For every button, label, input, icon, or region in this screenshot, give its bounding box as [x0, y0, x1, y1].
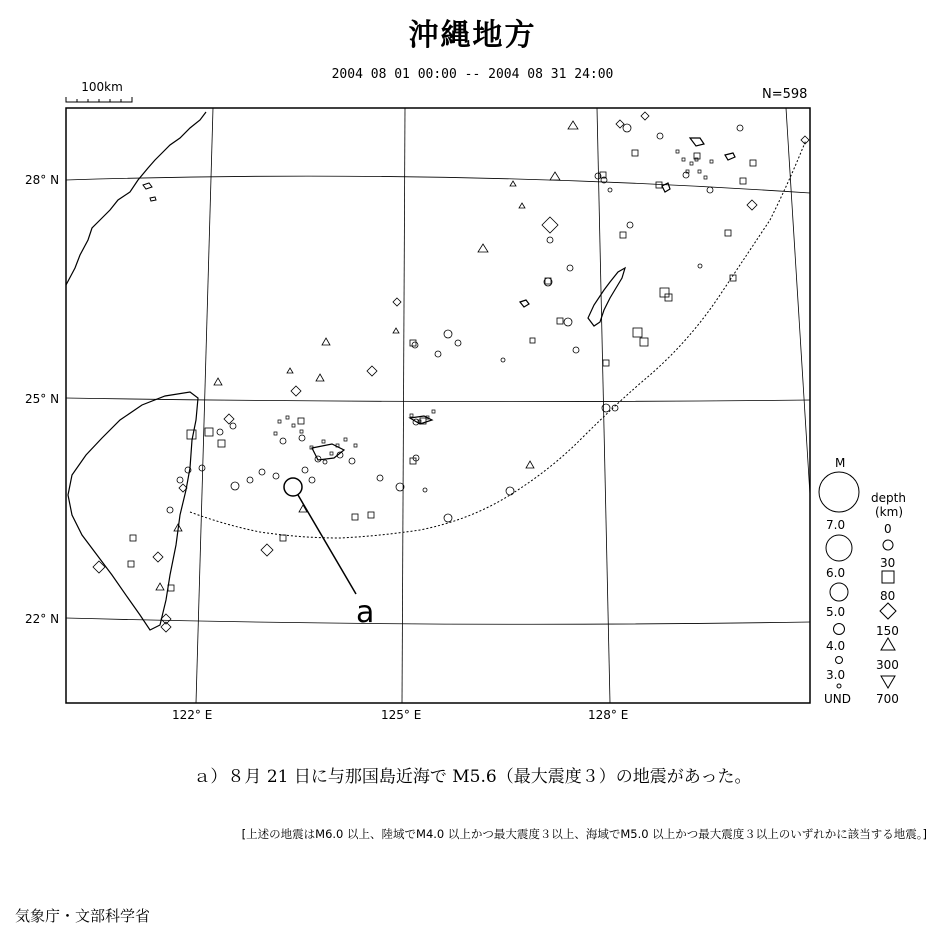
ryukyu-trench [190, 140, 806, 538]
criteria-note: [上述の地震はM6.0 以上、陸域でM4.0 以上かつ最大震度３以上、海域でM5.0 以上かつ最大震度３以上のいずれかに該当する地震。] [241, 827, 927, 841]
event-count: N=598 [762, 87, 808, 102]
quake-marker [352, 514, 358, 520]
quake-marker [423, 488, 427, 492]
quake-marker [323, 460, 327, 464]
cluster-tokara [676, 150, 713, 179]
quake-marker [641, 112, 649, 120]
magnitude-label: 5.0 [826, 605, 846, 619]
quake-marker [273, 473, 279, 479]
quake-marker [740, 178, 746, 184]
depth-label: 80 [880, 589, 896, 603]
quake-marker [291, 386, 301, 396]
depth-label: 30 [880, 556, 896, 570]
quake-marker [656, 182, 662, 188]
depth-symbol-diamond [880, 603, 896, 619]
quake-marker [623, 124, 631, 132]
lat-label-28n: 28° N [25, 173, 60, 187]
quake-marker [393, 328, 399, 333]
quake-marker [412, 342, 418, 348]
quake-marker [640, 338, 648, 346]
quake-marker [632, 150, 638, 156]
parallel-25n [66, 398, 810, 402]
taiwan-coastline [68, 392, 198, 630]
magnitude-symbol-5 [830, 583, 848, 601]
quake-marker [280, 535, 286, 541]
magnitude-symbol-4 [834, 624, 845, 635]
quake-marker [224, 414, 234, 424]
quake-marker [367, 366, 377, 376]
quake-marker [750, 160, 756, 166]
quake-marker [167, 507, 173, 513]
magnitude-label: 6.0 [826, 566, 846, 580]
quake-marker [530, 338, 535, 343]
annotation-label: a [356, 595, 375, 630]
page-title: 沖縄地方 [408, 18, 537, 53]
quake-marker [603, 360, 609, 366]
quake-clusters [274, 150, 713, 455]
time-period: 2004 08 01 00:00 -- 2004 08 31 24:00 [331, 67, 614, 82]
quake-marker [547, 237, 553, 243]
kerama-island [520, 300, 529, 307]
quake-marker [309, 477, 315, 483]
quake-marker [444, 330, 452, 338]
quake-marker [698, 264, 702, 268]
lon-label-125e: 125° E [381, 708, 422, 722]
lon-label-122e: 122° E [172, 708, 213, 722]
quake-marker [259, 469, 265, 475]
depth-legend-unit: (km) [875, 505, 904, 519]
magnitude-label: 3.0 [826, 668, 846, 682]
kikai-island [725, 153, 735, 160]
scale-bar-label: 100km [81, 80, 123, 94]
quake-marker [298, 418, 304, 424]
ryukyu-islands [312, 138, 735, 460]
magnitude-label: 4.0 [826, 639, 846, 653]
meridian-128e [597, 108, 610, 703]
quake-marker [725, 230, 731, 236]
quake-marker [280, 438, 286, 444]
quake-marker [153, 552, 163, 562]
magnitude-label: 7.0 [826, 518, 846, 532]
source-credit: 気象庁・文部科学省 [15, 907, 151, 925]
quake-marker [573, 347, 579, 353]
quake-marker [368, 512, 374, 518]
meridian-131e [786, 108, 810, 495]
meridian-125e [402, 108, 405, 703]
quake-marker [130, 535, 136, 541]
parallel-22n [66, 618, 810, 624]
quake-marker [302, 467, 308, 473]
coastal-islands [143, 183, 156, 201]
quake-marker [287, 368, 293, 373]
lat-label-22n: 22° N [25, 612, 60, 626]
quake-marker [707, 187, 713, 193]
quake-marker [519, 203, 525, 208]
depth-symbol-triangle [881, 638, 895, 650]
quake-marker [218, 440, 225, 447]
quake-marker [393, 298, 401, 306]
quake-marker [510, 181, 516, 186]
quake-marker [205, 428, 213, 436]
quake-marker [444, 514, 452, 522]
depth-symbol-circle [883, 540, 893, 550]
quake-marker [620, 232, 626, 238]
quake-marker [316, 374, 324, 381]
quake-marker [299, 435, 305, 441]
lon-label-128e: 128° E [588, 708, 629, 722]
magnitude-legend-title: M [835, 456, 846, 470]
quake-marker [608, 188, 612, 192]
magnitude-symbol-6 [826, 535, 852, 561]
quake-marker [526, 461, 534, 468]
quake-marker [665, 294, 672, 301]
quake-marker [455, 340, 461, 346]
depth-label: 700 [876, 692, 899, 706]
quake-marker [737, 125, 743, 131]
quake-marker [168, 585, 174, 591]
quake-marker [261, 544, 273, 556]
quake-marker [177, 477, 183, 483]
depth-legend-title: depth [871, 491, 906, 505]
lat-label-25n: 25° N [25, 392, 60, 406]
quake-marker [214, 378, 222, 385]
quake-marker [747, 200, 757, 210]
cluster-yaeyama [274, 416, 357, 455]
map-frame [66, 108, 810, 703]
okinawa-island [588, 268, 625, 326]
quake-marker [568, 121, 578, 129]
quake-marker [247, 477, 253, 483]
scale-bar [66, 97, 132, 102]
magnitude-symbol-7 [819, 472, 859, 512]
magnitude-label: UND [824, 692, 851, 706]
quake-marker [567, 265, 573, 271]
quake-marker [550, 172, 560, 180]
meridian-122e [196, 108, 213, 703]
highlighted-earthquake [284, 478, 302, 496]
quake-marker [230, 423, 236, 429]
quake-marker [564, 318, 572, 326]
event-caption: ａ）８月 21 日に与那国島近海で M5.6（最大震度３）の地震があった。 [193, 767, 752, 787]
depth-label: 0 [884, 522, 892, 536]
quake-marker [506, 487, 514, 495]
quake-marker [542, 217, 558, 233]
quake-marker [435, 351, 441, 357]
depth-legend [871, 491, 906, 706]
quake-marker [377, 475, 383, 481]
quake-marker [557, 318, 563, 324]
graticule [66, 108, 810, 703]
quake-marker [627, 222, 633, 228]
depth-symbol-square [882, 571, 894, 583]
quake-marker [633, 328, 642, 337]
quake-marker [660, 288, 669, 297]
depth-label: 300 [876, 658, 899, 672]
magnitude-symbol-und [837, 684, 841, 688]
depth-label: 150 [876, 624, 899, 638]
quake-marker [231, 482, 239, 490]
annotation-leader [298, 495, 356, 594]
depth-symbol-inverted-triangle [881, 676, 895, 688]
quake-marker [349, 458, 355, 464]
quake-marker [217, 429, 223, 435]
tokara-island [690, 138, 704, 146]
quake-marker [478, 244, 488, 252]
quake-marker [199, 465, 205, 471]
china-coastline [66, 112, 206, 285]
quake-marker [187, 430, 196, 439]
parallel-28n [66, 176, 810, 193]
quake-marker [657, 133, 663, 139]
magnitude-symbol-3 [836, 657, 843, 664]
quake-marker [322, 338, 330, 345]
magnitude-legend [819, 456, 859, 706]
quake-marker [156, 583, 164, 590]
quake-marker [128, 561, 134, 567]
quake-marker [501, 358, 505, 362]
